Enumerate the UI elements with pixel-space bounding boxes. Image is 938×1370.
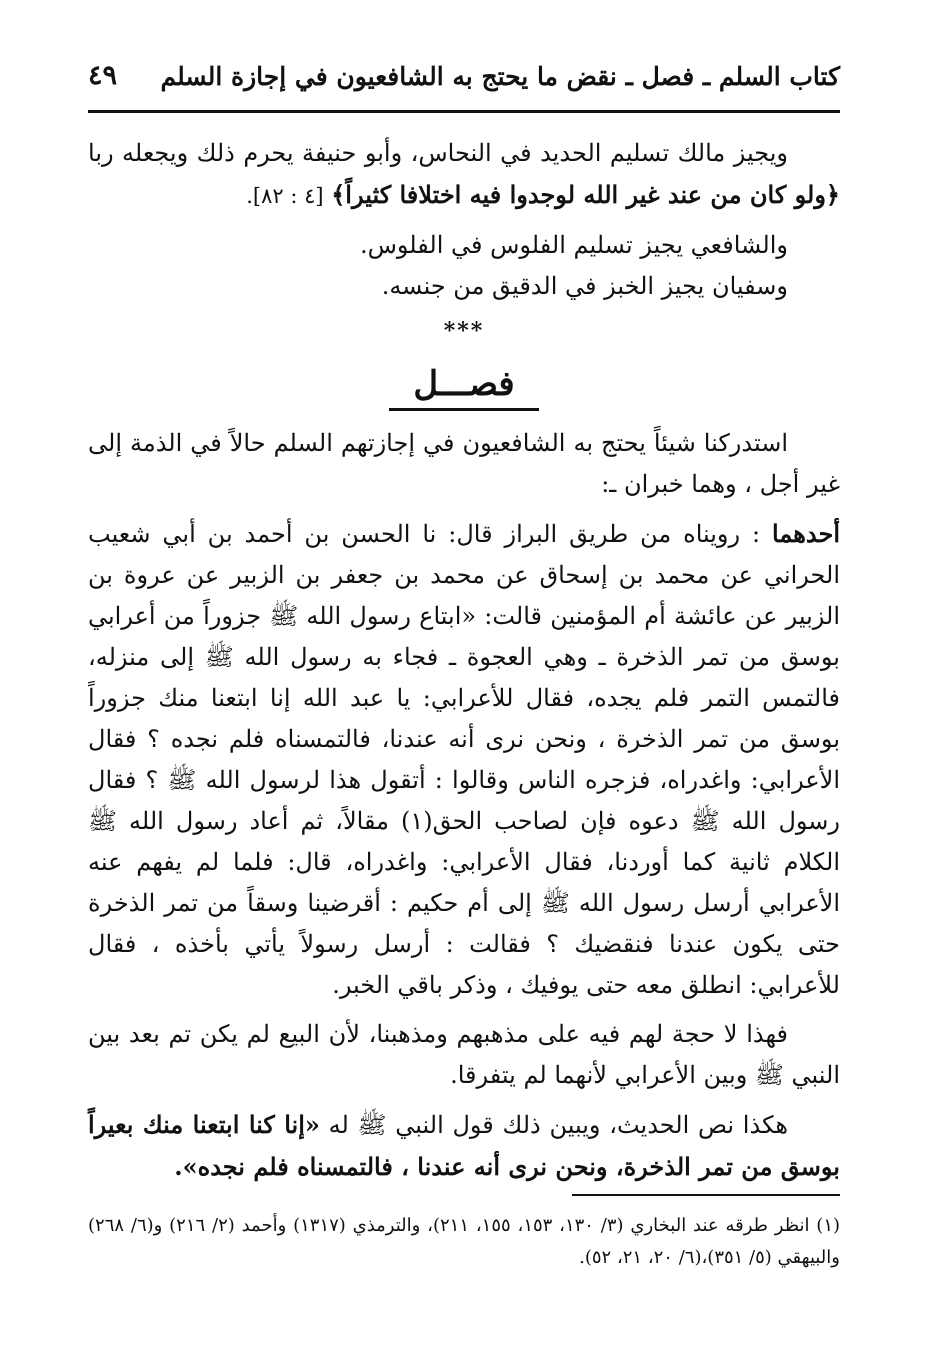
footnote-divider	[572, 1194, 840, 1196]
paragraph: استدركنا شيئاً يحتج به الشافعيون في إجازتهم السلم حالاً في الذمة إلى غير أجل ، وهما خبران ـ:	[88, 429, 840, 498]
section-heading-wrap	[88, 362, 840, 411]
paragraph-text: : رويناه من طريق البراز قال: نا الحسن بن أحمد بن أبي شعيب الحراني عن محمد بن إسحاق عن محمد بن جعفر بن الزبير عن عروة بن الزبير عن عائشة أم المؤمنين قالت: «ابتاع رسول الله ﷺ جزوراً من أعرابي بوسق من تمر الذخرة ـ وهي العجوة ـ فجاء به رسول الله ﷺ إلى منزله، فالتمس التمر فلم يجده، فقال للأعرابي: يا عبد الله إنا ابتعنا منك جزوراً بوسق من تمر الذخرة ، ونحن نرى أنه عندنا، فالتمسناه فلم نجده ؟ فقال الأعرابي: واغدراه، فزجره الناس وقالوا : أتقول هذا لرسول الله ﷺ ؟ فقال رسول الله ﷺ دعوه فإن لصاحب الحق(١) مقالاً، ثم أعاد رسول الله ﷺ الكلام ثانية كما أوردنا، فقال الأعرابي: واغدراه، قال: فلما لم يفهم عنه الأعرابي أرسل رسول الله ﷺ إلى أم حكيم : أقرضينا وسقاً من تمر الذخرة حتى يكون عندنا فنقضيك ؟ فقالت : أرسل رسولاً يأتي بأخذه ، فقال للأعرابي: انطلق معه حتى يوفيك ، وذكر باقي الخبر.	[88, 520, 841, 999]
paragraph	[88, 133, 840, 217]
section-separator: ***	[443, 318, 485, 344]
verse-citation: [٤ : ٨٢].	[246, 184, 324, 208]
footnote: (١) انظر طرقه عند البخاري (٣/ ١٣٠، ١٥٣، ١٥٥، ٢١١)، والترمذي (١٣١٧) وأحمد (٢/ ٢١٦) و(٦/ ٢٦٨) والبيهقي (٥/ ٣٥١)،(٦/ ٢٠، ٢١، ٥٢).	[88, 1215, 841, 1268]
paragraph-text: ويجيز مالك تسليم الحديد في النحاس، وأبو حنيفة يحرم ذلك ويجعله ربا	[88, 139, 788, 167]
quran-quote: ﴿ولو كان من عند غير الله لوجدوا فيه اختلافا كثيراً﴾	[331, 180, 840, 209]
hadith-quote: «إنا كنا ابتعنا منك بعيراً بوسق من تمر الذخرة، ونحن نرى أنه عندنا ، فالتمسناه فلم نجده».	[88, 1110, 840, 1181]
paragraph	[88, 513, 840, 1006]
page-number: ٤٩	[88, 60, 118, 91]
paragraph	[88, 1104, 840, 1188]
running-header	[88, 52, 840, 98]
paragraph: والشافعي يجيز تسليم الفلوس في الفلوس.	[359, 231, 788, 259]
paragraph-text: هكذا نص الحديث، ويبين ذلك قول النبي ﷺ له	[328, 1111, 788, 1139]
header-title: كتاب السلم ـ فصل ـ نقض ما يحتج به الشافعيون في إجازة السلم	[160, 62, 840, 91]
paragraph-lead: أحدهما	[772, 519, 840, 548]
footnotes	[88, 1210, 840, 1274]
paragraph: وسفيان يجيز الخبز في الدقيق من جنسه.	[381, 272, 788, 300]
main-text	[88, 133, 840, 1188]
section-heading: فصـــل	[389, 362, 538, 411]
paragraph: فهذا لا حجة لهم فيه على مذهبهم ومذهبنا، لأن البيع لم يكن تم بعد بين النبي ﷺ وبين الأعرابي لأنهما لم يتفرقا.	[88, 1020, 840, 1089]
header-divider	[88, 110, 840, 113]
